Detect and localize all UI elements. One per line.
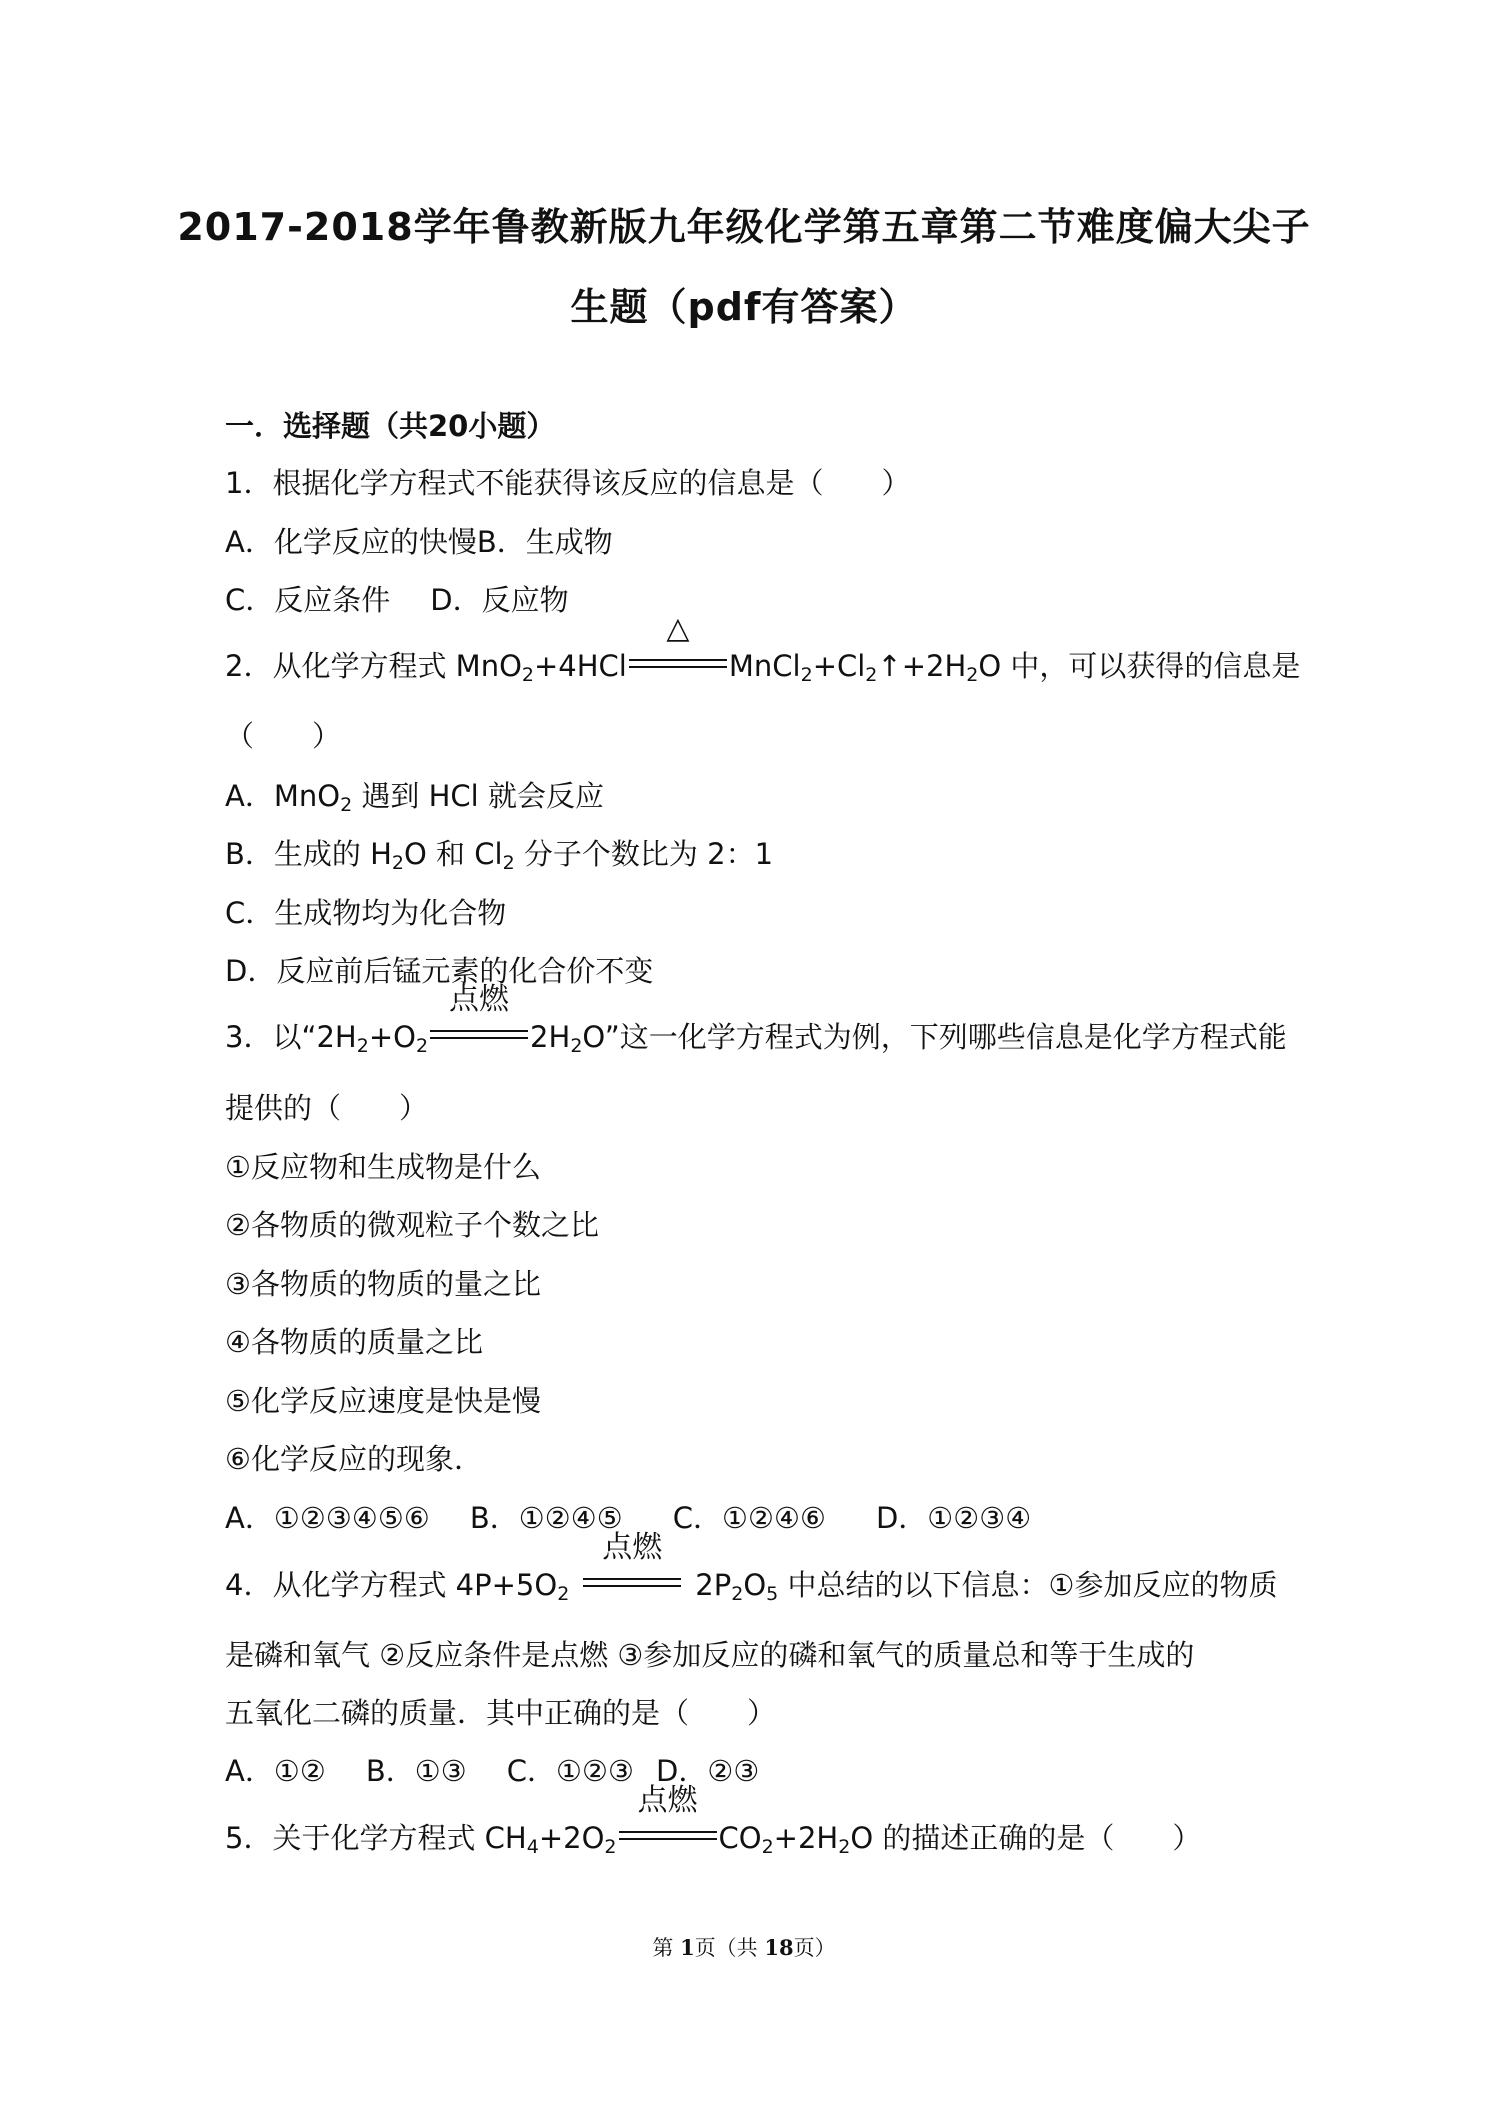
q2-option-c: C．生成物均为化合物	[225, 896, 507, 930]
page-footer: 第 1页（共 18页）	[652, 1935, 836, 1960]
q4-stem-line3: 五氧化二磷的质量．其中正确的是（ ）	[225, 1696, 777, 1730]
q2-stem: 2．从化学方程式 MnO$_2$+4HCl △ $MnCl_2+Cl_2↑+2H_2O$ 中，可以获得的信息是	[225, 611, 1301, 686]
q3-options	[225, 1498, 1275, 1538]
q3-option-c: C．①②④⑥	[672, 1501, 826, 1535]
q4-stem: 4．从化学方程式 $4P+5O_2$ 点燃 $2P_2O_5$ 中总结的以下信息：①参加反应的物质	[225, 1530, 1278, 1605]
doc-title-line1: 2017-2018学年鲁教新版九年级化学第五章第二节难度偏大尖子	[177, 205, 1311, 249]
q3-option-b: B．①②④⑤	[469, 1501, 623, 1535]
q4-options	[225, 1751, 1275, 1791]
q2-option-a: A．MnO$_2$ 遇到 HCl 就会反应	[225, 779, 604, 816]
q4-reaction-condition: 点燃	[583, 1565, 681, 1595]
q4-option-d: D．②③	[656, 1754, 760, 1788]
q1-options-cd	[225, 580, 1275, 620]
q1-option-c: C．反应条件	[225, 583, 391, 617]
q1-options-ab	[225, 522, 1275, 562]
q3-option-d: D．①②③④	[875, 1501, 1032, 1535]
q3-item-6: ⑥化学反应的现象．	[225, 1442, 483, 1476]
q2-paren: （ ）	[225, 719, 342, 753]
doc-title-line2: 生题（pdf有答案）	[570, 285, 918, 329]
heat-symbol: △	[666, 611, 690, 646]
q3-reaction-condition: 点燃	[430, 1017, 528, 1047]
q1-stem: 1．根据化学方程式不能获得该反应的信息是（ ）	[225, 466, 911, 500]
q3-item-2: ②各物质的微观粒子个数之比	[225, 1208, 599, 1242]
q5-reaction-condition: 点燃	[619, 1818, 717, 1848]
q1-option-a: A．化学反应的快慢	[225, 525, 477, 559]
total-pages: 18	[764, 1935, 794, 1960]
q3-item-5: ⑤化学反应速度是快是慢	[225, 1384, 541, 1418]
q3-item-3: ③各物质的物质的量之比	[225, 1267, 541, 1301]
q3-stem: 3．以“$2H_2+O_2$ 点燃 $2H_2O$”这一化学方程式为例，下列哪些信息是化学方程式能	[225, 982, 1287, 1057]
section-heading: 一．选择题（共20小题）	[225, 409, 556, 443]
q5-stem: 5．关于化学方程式 $CH_4+2O_2$ 点燃 $CO_2+2H_2O$ 的描述正确的是（ ）	[225, 1783, 1202, 1858]
q1-option-d: D．反应物	[430, 583, 569, 617]
q2-reaction-condition	[629, 611, 727, 676]
q4-stem-line2: 是磷和氧气 ②反应条件是点燃 ③参加反应的磷和氧气的质量总和等于生成的	[225, 1638, 1195, 1672]
q4-option-c: C．①②③	[506, 1754, 634, 1788]
q3-option-a: A．①②③④⑤⑥	[225, 1501, 430, 1535]
q4-option-b: B．①③	[365, 1754, 467, 1788]
q2-option-d: D．反应前后锰元素的化合价不变	[225, 954, 654, 988]
q4-option-a: A．①②	[225, 1754, 326, 1788]
q3-stem-line2: 提供的（ ）	[225, 1091, 429, 1125]
q1-option-b: B．生成物	[476, 525, 613, 559]
q3-item-1: ①反应物和生成物是什么	[225, 1150, 541, 1184]
q3-item-4: ④各物质的质量之比	[225, 1325, 483, 1359]
q2-option-b: B．生成的 $H_2O$ 和 $Cl_2$ 分子个数比为 2：1	[225, 837, 774, 874]
page-number: 1	[680, 1935, 695, 1960]
